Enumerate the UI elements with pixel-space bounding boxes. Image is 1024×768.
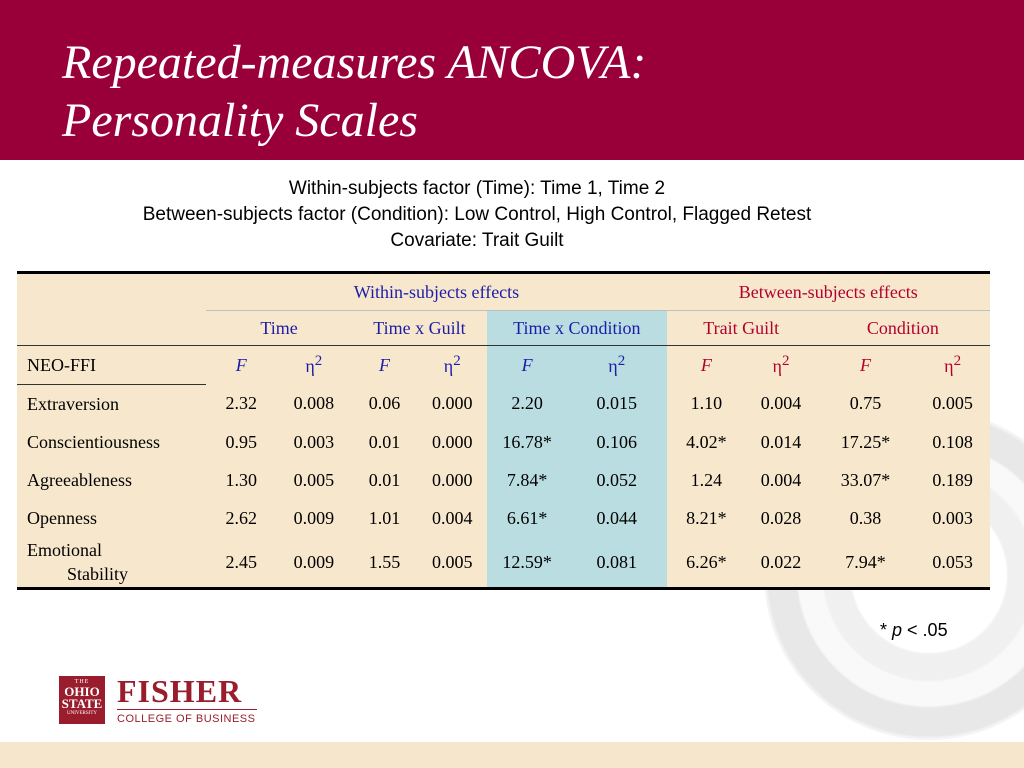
table-cell: 8.21* bbox=[686, 507, 727, 528]
subtitle-covariate: Covariate: Trait Guilt bbox=[390, 230, 564, 251]
col-header-time-x-condition: Time x Condition bbox=[487, 311, 666, 346]
table-row bbox=[17, 499, 990, 537]
table-cell: 1.55 bbox=[368, 551, 401, 572]
table-cell: 2.45 bbox=[225, 551, 257, 572]
table-cell: 1.30 bbox=[225, 469, 257, 490]
table-cell: 0.003 bbox=[293, 431, 335, 452]
stat-header-f bbox=[352, 346, 418, 385]
table-row bbox=[17, 423, 990, 461]
slide-title bbox=[62, 34, 646, 150]
stat-eta-label: η bbox=[443, 356, 454, 377]
col-header-time-x-guilt: Time x Guilt bbox=[352, 311, 488, 346]
title-banner bbox=[0, 0, 1024, 160]
table-cell: 0.081 bbox=[567, 537, 667, 589]
table-cell: 0.75 bbox=[849, 393, 882, 414]
between-subjects-group-header: Between-subjects effects bbox=[667, 273, 990, 311]
stat-eta-label: η bbox=[305, 356, 315, 377]
stat-header-f bbox=[816, 346, 915, 385]
table-row bbox=[17, 461, 990, 499]
row-label: Conscientiousness bbox=[27, 431, 160, 452]
table-cell: 0.005 bbox=[932, 393, 973, 414]
within-subjects-group-header: Within-subjects effects bbox=[206, 273, 666, 311]
empty-corner-cell bbox=[17, 273, 206, 346]
stat-header-eta bbox=[746, 346, 816, 385]
table-cell: 0.028 bbox=[760, 507, 802, 528]
stat-header-eta bbox=[417, 346, 487, 385]
significance-footnote bbox=[880, 620, 948, 641]
stat-eta-label: η bbox=[944, 356, 954, 377]
table-cell: 1.24 bbox=[690, 469, 723, 490]
stat-eta-sup: 2 bbox=[953, 353, 962, 370]
logo-ohio: OHIO bbox=[64, 684, 100, 699]
subtitle-between-factor: Between-subjects factor (Condition): Low Control, High Control, Flagged Retest bbox=[142, 204, 812, 225]
subtitle-within-factor: Within-subjects factor (Time): Time 1, Time 2 bbox=[288, 178, 666, 199]
table-cell: 0.95 bbox=[225, 431, 257, 452]
ancova-results-table bbox=[17, 271, 990, 590]
footnote-p: p bbox=[892, 620, 903, 640]
table-cell: 0.004 bbox=[760, 393, 802, 414]
stat-header-f bbox=[206, 346, 276, 385]
table-cell: 0.004 bbox=[432, 507, 473, 528]
table-cell: 7.84* bbox=[487, 461, 567, 499]
college-of-business-label: COLLEGE OF BUSINESS bbox=[117, 713, 256, 725]
stat-f-label: F bbox=[521, 354, 533, 375]
fisher-wordmark: FISHER bbox=[117, 673, 243, 709]
table-cell: 0.000 bbox=[432, 469, 473, 490]
table-cell: 12.59* bbox=[487, 537, 567, 589]
stat-header-eta bbox=[567, 346, 667, 385]
stat-f-label: F bbox=[860, 354, 872, 375]
table-cell: 16.78* bbox=[487, 423, 567, 461]
stat-eta-sup: 2 bbox=[781, 353, 790, 370]
logo-state: STATE bbox=[61, 696, 103, 711]
row-label bbox=[17, 537, 206, 589]
table-group-header-row bbox=[17, 273, 990, 311]
stat-f-label: F bbox=[235, 354, 247, 375]
table-cell: 33.07* bbox=[840, 469, 891, 490]
table-cell: 0.005 bbox=[432, 551, 473, 572]
footnote-star: * bbox=[880, 620, 888, 640]
slide-title-line1: Repeated-measures ANCOVA: bbox=[62, 36, 647, 89]
row-label: Openness bbox=[27, 507, 97, 528]
row-label-header: NEO-FFI bbox=[17, 346, 206, 385]
table-cell: 0.022 bbox=[760, 551, 802, 572]
row-label: Extraversion bbox=[27, 393, 119, 414]
slide-subtitle bbox=[0, 176, 954, 254]
wordmark-divider bbox=[117, 709, 257, 710]
footer-strip bbox=[0, 742, 1024, 768]
table-cell: 2.20 bbox=[487, 385, 567, 424]
table-cell: 0.06 bbox=[368, 393, 401, 414]
stat-eta-label: η bbox=[772, 356, 782, 377]
table-cell: 0.000 bbox=[432, 393, 473, 414]
table-cell: 17.25* bbox=[840, 431, 891, 452]
table-stat-header-row bbox=[17, 346, 990, 385]
table-cell: 6.26* bbox=[686, 551, 727, 572]
table-cell: 0.008 bbox=[293, 393, 335, 414]
table-cell: 6.61* bbox=[487, 499, 567, 537]
table-cell: 0.01 bbox=[368, 469, 401, 490]
footnote-threshold: < .05 bbox=[902, 620, 948, 640]
stat-header-f bbox=[667, 346, 747, 385]
table-cell: 0.003 bbox=[932, 507, 973, 528]
table-cell: 2.62 bbox=[225, 507, 257, 528]
table-row bbox=[17, 537, 990, 589]
table-cell: 0.009 bbox=[293, 507, 335, 528]
col-header-trait-guilt: Trait Guilt bbox=[667, 311, 816, 346]
table-cell: 0.38 bbox=[849, 507, 882, 528]
table-cell: 0.005 bbox=[293, 469, 335, 490]
table-row bbox=[17, 385, 990, 424]
table-cell: 4.02* bbox=[686, 431, 727, 452]
stat-f-label: F bbox=[379, 354, 390, 375]
table-cell: 0.052 bbox=[567, 461, 667, 499]
table-cell: 1.10 bbox=[690, 393, 723, 414]
table-cell: 0.01 bbox=[368, 431, 401, 452]
col-header-condition: Condition bbox=[816, 311, 990, 346]
table-cell: 0.106 bbox=[567, 423, 667, 461]
ohio-state-logo bbox=[59, 676, 105, 724]
stat-header-eta bbox=[276, 346, 352, 385]
stat-eta-sup: 2 bbox=[617, 353, 626, 370]
slide-title-line2: Personality Scales bbox=[62, 94, 418, 147]
table-cell: 0.004 bbox=[760, 469, 802, 490]
logo-university: UNIVERSITY bbox=[67, 711, 97, 716]
table-cell: 0.189 bbox=[932, 469, 973, 490]
table-cell: 0.108 bbox=[932, 431, 973, 452]
table-cell: 0.009 bbox=[293, 551, 335, 572]
table-cell: 0.014 bbox=[760, 431, 802, 452]
col-header-time: Time bbox=[206, 311, 351, 346]
row-label: Agreeableness bbox=[27, 469, 132, 490]
table-cell: 1.01 bbox=[368, 507, 401, 528]
table-cell: 0.015 bbox=[567, 385, 667, 424]
row-label-line1: Emotional bbox=[27, 540, 102, 560]
stat-header-eta bbox=[915, 346, 990, 385]
stat-eta-sup: 2 bbox=[314, 353, 323, 370]
stat-eta-sup: 2 bbox=[453, 353, 461, 370]
table-cell: 0.000 bbox=[432, 431, 473, 452]
logo-the: THE bbox=[74, 679, 90, 685]
row-label-line2: Stability bbox=[67, 564, 129, 584]
table-cell: 0.053 bbox=[932, 551, 973, 572]
stat-eta-label: η bbox=[608, 356, 618, 377]
stat-header-f bbox=[487, 346, 567, 385]
stat-f-label: F bbox=[700, 354, 712, 375]
table-cell: 2.32 bbox=[225, 393, 257, 414]
table-cell: 7.94* bbox=[845, 551, 886, 572]
table-cell: 0.044 bbox=[567, 499, 667, 537]
